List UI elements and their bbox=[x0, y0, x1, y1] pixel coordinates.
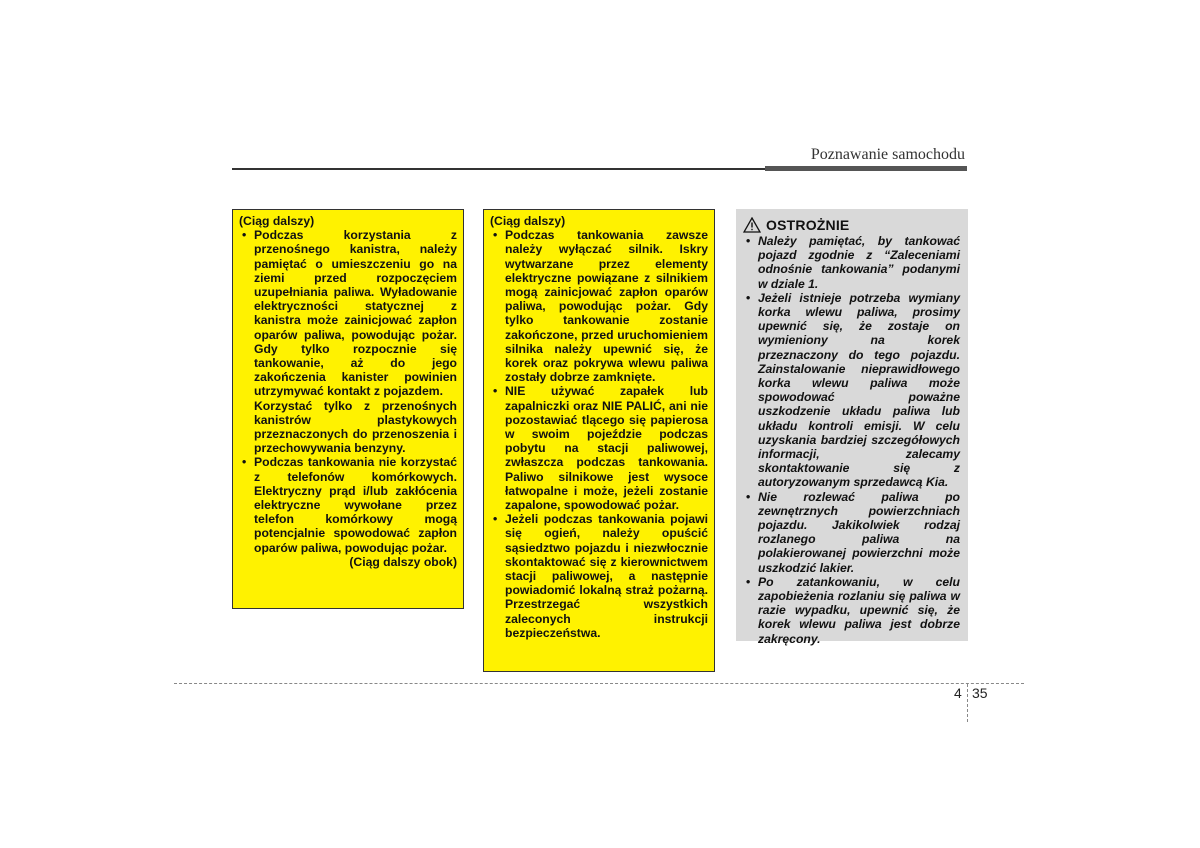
bullet-item: • NIE używać zapałek lub zapalniczki oraz NIE PALIĆ, ani nie pozostawiać tlącego się papierosa w swoim pojeździe podczas pobytu na stacji paliwowej, zwłaszcza podczas tankowania. Paliwo silnikowe jest wysoce łatwopalne i może, jeżeli zostanie zapalone, spowodować pożar. bbox=[490, 384, 708, 512]
bullet-list bbox=[743, 234, 960, 646]
warning-box-left bbox=[232, 209, 464, 609]
bullet-item: • Podczas tankowania zawsze należy wyłączać silnik. Iskry wytwarzane przez elementy elektryczne powiązane z silnikiem mogą zainicjować zapłon oparów paliwa, powodując pożar. Gdy tylko tankowanie zostanie zakończone, przed uruchomieniem silnika należy upewnić się, że korek oraz pokrywa wlewu paliwa zostały dobrze zamknięte. bbox=[490, 228, 708, 384]
bullet-list bbox=[239, 228, 457, 398]
footer-vertical-rule bbox=[967, 684, 968, 722]
continued-label: (Ciąg dalszy) bbox=[490, 214, 566, 228]
footer-dotted-rule bbox=[174, 683, 1024, 684]
bullet-item: • Jeżeli istnieje potrzeba wymiany korka wlewu paliwa, prosimy upewnić się, że zostaje on wymieniony na korek przeznaczony do tego pojazdu. Zainstalowanie nieprawidłowego korka wlewu paliwa może spowodować poważne uszkodzenie układu paliwa lub układu kontroli emisji. W celu uzyskania bardziej szczegółowych informacji, zalecamy skontaktowanie się z autoryzowanym sprzedawcą Kia. bbox=[743, 291, 960, 490]
caution-header bbox=[743, 217, 960, 233]
bullet-item: • Podczas korzystania z przenośnego kanistra, należy pamiętać o umieszczeniu go na ziemi przed rozpoczęciem uzupełniania paliwa. Wyładowanie elektryczności statycznej z kanistra może zainicjować zapłon oparów paliwa, powodując pożar. Gdy tylko rozpocznie się tankowanie, aż do jego zakończenia kanister powinien utrzymywać kontakt z pojazdem. bbox=[239, 228, 457, 398]
continued-next-label: (Ciąg dalszy obok) bbox=[349, 554, 457, 569]
bullet-list bbox=[490, 228, 708, 640]
chapter-number: 4 bbox=[954, 685, 962, 701]
page-number: 35 bbox=[972, 685, 988, 701]
paragraph: Korzystać tylko z przenośnych kanistrów plastykowych przeznaczonych do przenoszenia i przechowywania benzyny. bbox=[254, 398, 457, 456]
bullet-list bbox=[239, 455, 457, 554]
header-accent-bar bbox=[765, 166, 967, 171]
caution-title: OSTROŻNIE bbox=[766, 216, 850, 233]
bullet-item: • Jeżeli podczas tankowania pojawi się ogień, należy opuścić sąsiedztwo pojazdu i niezwłocznie skontaktować się z kierownictwem stacji paliwowej, a następnie powiadomić lokalną straż pożarną. Przestrzegać wszystkich zaleconych instrukcji bezpieczeństwa. bbox=[490, 512, 708, 640]
continued-label: (Ciąg dalszy) bbox=[239, 214, 315, 228]
caution-box bbox=[736, 209, 968, 646]
page-header-title: Poznawanie samochodu bbox=[810, 146, 965, 163]
warning-box-middle bbox=[483, 209, 715, 672]
warning-triangle-icon bbox=[743, 217, 761, 233]
bullet-item: • Podczas tankowania nie korzystać z telefonów komórkowych. Elektryczny prąd i/lub zakłócenia elektryczne wywołane przez telefon komórkowy mogą potencjalnie spowodować zapłon oparów paliwa, powodując pożar. bbox=[239, 455, 457, 554]
bullet-item: • Nie rozlewać paliwa po zewnętrznych powierzchniach pojazdu. Jakikolwiek rodzaj rozlanego paliwa na polakierowanej powierzchni może uszkodzić lakier. bbox=[743, 490, 960, 575]
bullet-item: • Po zatankowaniu, w celu zapobieżenia rozlaniu się paliwa w razie wypadku, upewnić się, że korek wlewu paliwa jest dobrze zakręcony. bbox=[743, 575, 960, 646]
bullet-item: • Należy pamiętać, by tankować pojazd zgodnie z “Zaleceniami odnośnie tankowania” podanymi w dziale 1. bbox=[743, 234, 960, 291]
